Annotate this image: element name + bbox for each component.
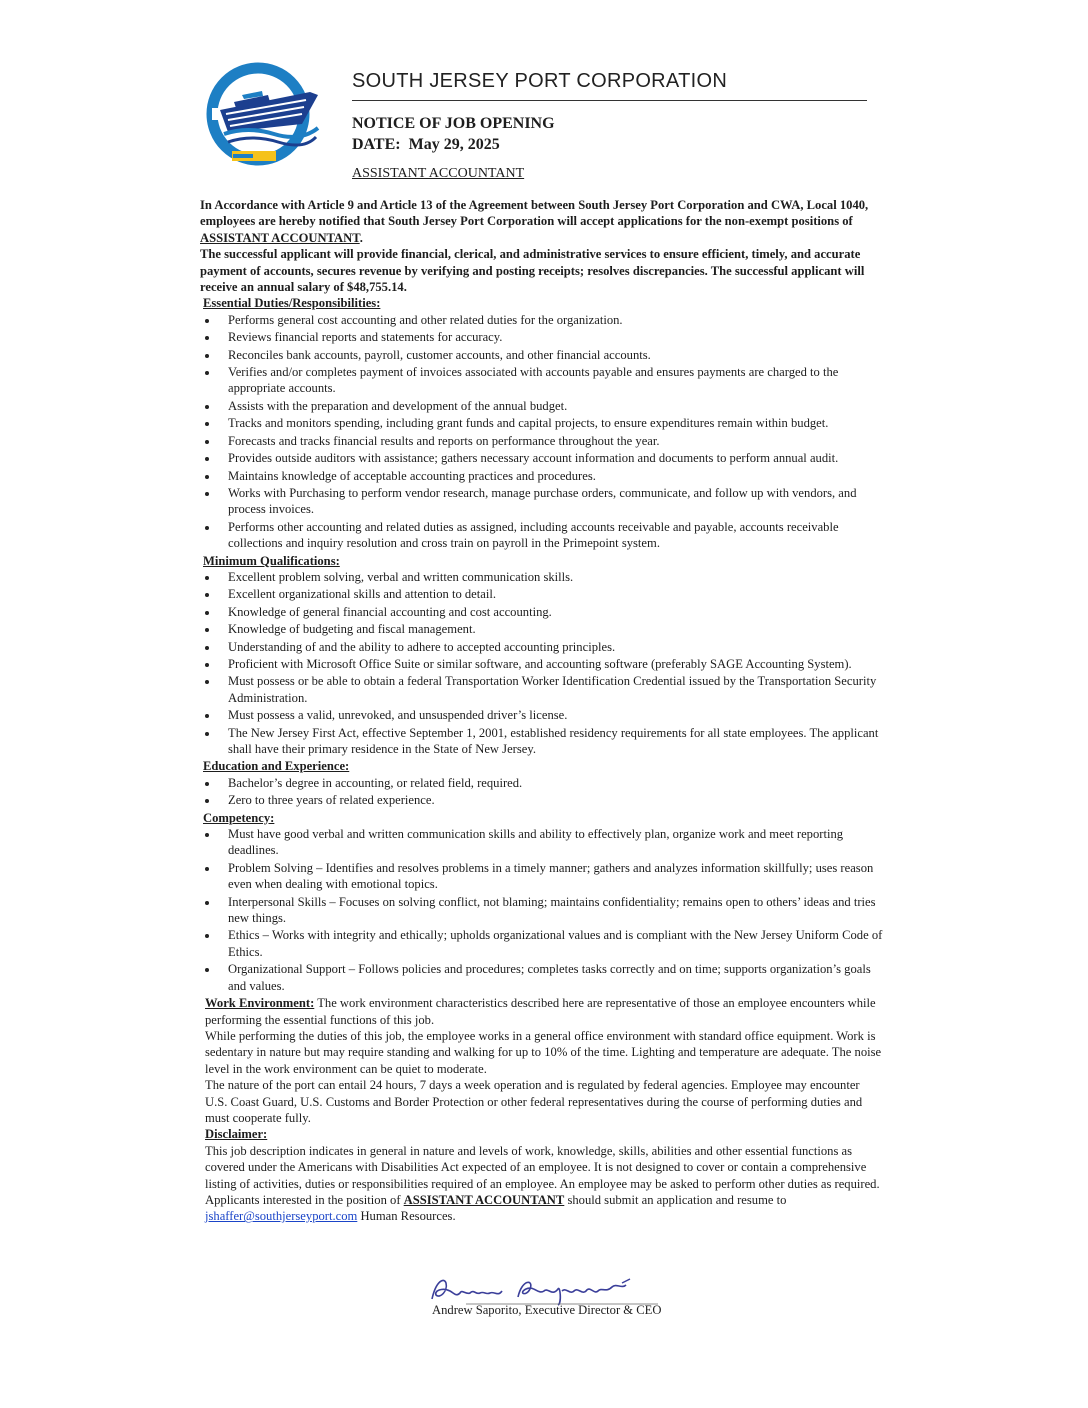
- intro-period: .: [359, 230, 363, 245]
- education-heading: Education and Experience:: [203, 759, 350, 774]
- list-item: Provides outside auditors with assistance; gathers necessary account information and documents to perform annual audit.: [200, 450, 884, 466]
- list-item: Maintains knowledge of acceptable accounting practices and procedures.: [200, 468, 884, 484]
- list-item: Performs other accounting and related duties as assigned, including accounts receivable and payable, accounts receivable collections and inquiry resolution and cross train on payroll in the Primepoint system.: [200, 519, 884, 552]
- email-link[interactable]: jshaffer@southjerseyport.com: [205, 1209, 358, 1224]
- competency-list: [200, 826, 884, 994]
- list-item: Must possess or be able to obtain a federal Transportation Worker Identification Credential issued by the Transportation Security Administration.: [200, 673, 884, 706]
- handwritten-signature: [426, 1273, 666, 1307]
- list-item: Knowledge of general financial accounting and cost accounting.: [200, 604, 884, 620]
- work-environment-p3: The nature of the port can entail 24 hours, 7 days a week operation and is regulated by federal agencies. Employee may encounter U.S. Coast Guard, U.S. Customs and Border Protection or other federal representatives during the course of performing duties and must cooperate fully.: [205, 1078, 863, 1125]
- list-item: Organizational Support – Follows policies and procedures; completes tasks correctly and on time; supports organization’s goals and values.: [200, 961, 884, 994]
- duties-heading: Essential Duties/Responsibilities:: [203, 296, 381, 311]
- company-logo: [198, 62, 324, 166]
- list-item: Must have good verbal and written communication skills and ability to effectively plan, organize work and meet reporting deadlines.: [200, 826, 884, 859]
- list-item: Excellent problem solving, verbal and written communication skills.: [200, 569, 884, 585]
- apply-department: Human Resources.: [357, 1209, 456, 1224]
- list-item: Must possess a valid, unrevoked, and unsuspended driver’s license.: [200, 707, 884, 723]
- list-item: Forecasts and tracks financial results and reports on performance throughout the year.: [200, 433, 884, 449]
- document-body: [200, 197, 884, 1225]
- list-item: Problem Solving – Identifies and resolves problems in a timely manner; gathers and analyzes information skillfully; uses reason even when dealing with emotional topics.: [200, 860, 884, 893]
- notice-date-line: [352, 134, 555, 155]
- qualifications-heading: Minimum Qualifications:: [203, 553, 340, 568]
- list-item: Ethics – Works with integrity and ethically; upholds organizational values and is compliant with the New Jersey Uniform Code of Ethics.: [200, 927, 884, 960]
- duties-list: [200, 312, 884, 552]
- intro-text: In Accordance with Article 9 and Article 13 of the Agreement between South Jersey Port Corporation and CWA, Local 1040, employees are hereby notified that South Jersey Port Corporation will accept applications for the non-exempt positions of: [200, 198, 869, 229]
- job-title: ASSISTANT ACCOUNTANT: [352, 166, 525, 181]
- notice-title: NOTICE OF JOB OPENING: [352, 115, 555, 132]
- work-environment-p2: While performing the duties of this job, the employee works in a general office environment with standard office equipment. Work is sedentary in nature but may require standing and walking for up to 10% of the time. Lighting and temperature are adequate. The noise level in the work environment can be quiet to moderate.: [205, 1028, 882, 1076]
- list-item: Assists with the preparation and development of the annual budget.: [200, 398, 884, 414]
- list-item: Interpersonal Skills – Focuses on solving conflict, not blaming; maintains confidentiality; remains open to others’ ideas and tries new things.: [200, 894, 884, 927]
- company-name: SOUTH JERSEY PORT CORPORATION: [352, 70, 728, 92]
- list-item: Understanding of and the ability to adhere to accepted accounting principles.: [200, 639, 884, 655]
- apply-position-title: ASSISTANT ACCOUNTANT: [403, 1192, 565, 1207]
- date-label: DATE:: [352, 136, 401, 153]
- header-divider: [352, 100, 867, 101]
- intro-summary: The successful applicant will provide financial, clerical, and administrative services to ensure efficient, timely, and accurate payment of accounts, secures revenue by verifying and posting receipts; resolves discrepancies. The successful applicant will receive an annual salary of $48,755.14.: [200, 247, 865, 295]
- notice-date: May 29, 2025: [408, 136, 500, 153]
- work-environment-text: The work environment characteristics described here are representative of those an employee encounters while performing the essential functions of this job.: [205, 996, 876, 1027]
- competency-heading: Competency:: [203, 810, 275, 825]
- list-item: Knowledge of budgeting and fiscal management.: [200, 621, 884, 637]
- list-item: Performs general cost accounting and other related duties for the organization.: [200, 312, 884, 328]
- list-item: Reconciles bank accounts, payroll, customer accounts, and other financial accounts.: [200, 347, 884, 363]
- qualifications-list: [200, 569, 884, 757]
- list-item: Bachelor’s degree in accounting, or related field, required.: [200, 775, 884, 791]
- apply-text: Applicants interested in the position of: [205, 1192, 404, 1207]
- list-item: Zero to three years of related experience.: [200, 792, 884, 808]
- list-item: Tracks and monitors spending, including grant funds and capital projects, to ensure expenditures remain within budget.: [200, 415, 884, 431]
- disclaimer-text: This job description indicates in general in nature and levels of work, knowledge, skills, abilities and other essential functions as covered under the Americans with Disabilities Act expected of an employee. It is not designed to cover or contain a comprehensive listing of activities, duties or responsibilities required of an employee. An employee may be asked to perform other duties as required.: [205, 1143, 880, 1191]
- intro-paragraph: [200, 197, 884, 246]
- list-item: Works with Purchasing to perform vendor research, manage purchase orders, communicate, and follow up with vendors, and process invoices.: [200, 485, 884, 518]
- list-item: Reviews financial reports and statements for accuracy.: [200, 329, 884, 345]
- work-environment-heading: Work Environment:: [205, 996, 315, 1011]
- work-environment-p1: [205, 995, 884, 1028]
- signer-name: Andrew Saporito, Executive Director & CEO: [432, 1303, 662, 1317]
- list-item: Verifies and/or completes payment of invoices associated with accounts payable and ensures payments are charged to the appropriate accounts.: [200, 364, 884, 397]
- list-item: The New Jersey First Act, effective September 1, 2001, established residency requirements for all state employees. The applicant shall have their primary residence in the State of New Jersey.: [200, 725, 884, 758]
- apply-text-continued: should submit an application and resume to: [564, 1192, 787, 1207]
- list-item: Excellent organizational skills and attention to detail.: [200, 586, 884, 602]
- education-list: [200, 775, 884, 809]
- notice-block: [352, 113, 555, 155]
- disclaimer-heading: Disclaimer:: [205, 1127, 268, 1142]
- list-item: Proficient with Microsoft Office Suite or similar software, and accounting software (preferably SAGE Accounting System).: [200, 656, 884, 672]
- apply-instructions: [205, 1192, 884, 1225]
- intro-position-title: ASSISTANT ACCOUNTANT: [200, 230, 360, 245]
